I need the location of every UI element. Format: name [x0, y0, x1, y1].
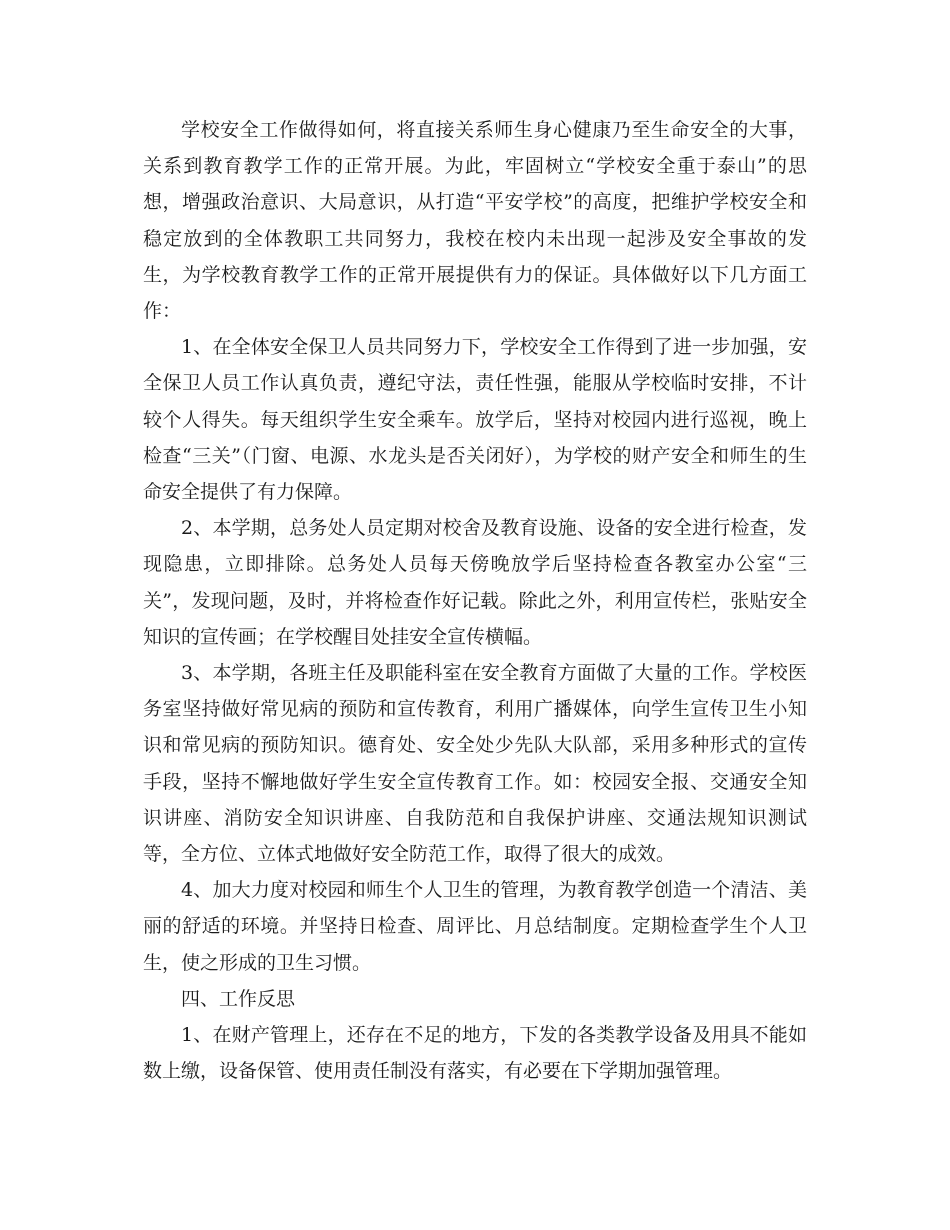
paragraph-item-3: 3、本学期，各班主任及职能科室在安全教育方面做了大量的工作。学校医务室坚持做好常见病的预防和宣传教育，利用广播媒体，向学生宣传卫生小知识和常见病的预防知识。德育处、安全处少先队大队部，采用多种形式的宣传手段，坚持不懈地做好学生安全宣传教育工作。如：校园安全报、交通安全知识讲座、消防安全知识讲座、自我防范和自我保护讲座、交通法规知识测试等，全方位、立体式地做好安全防范工作，取得了很大的成效。	[143, 662, 807, 866]
paragraph-item-2: 2、本学期，总务处人员定期对校舍及教育设施、设备的安全进行检查，发现隐患，立即排除。总务处人员每天傍晚放学后坚持检查各教室办公室“三关”，发现问题，及时，并将检查作好记载。除此之外，利用宣传栏，张贴安全知识的宣传画；在学校醒目处挂安全宣传横幅。	[143, 517, 807, 648]
paragraph-reflection-1: 1、在财产管理上，还存在不足的地方，下发的各类教学设备及用具不能如数上缴，设备保管、使用责任制没有落实，有必要在下学期加强管理。	[143, 1024, 807, 1083]
paragraph-item-1: 1、在全体安全保卫人员共同努力下，学校安全工作得到了进一步加强，安全保卫人员工作认真负责，遵纪守法，责任性强，能服从学校临时安排，不计较个人得失。每天组织学生安全乘车。放学后，坚持对校园内进行巡视，晚上检查“三关”（门窗、电源、水龙头是否关闭好），为学校的财产安全和师生的生命安全提供了有力保障。	[143, 336, 807, 504]
paragraph-intro: 学校安全工作做得如何，将直接关系师生身心健康乃至生命安全的大事，关系到教育教学工作的正常开展。为此，牢固树立“学校安全重于泰山”的思想，增强政治意识、大局意识，从打造“平安学校”的高度，把维护学校安全和稳定放到的全体教职工共同努力，我校在校内未出现一起涉及安全事故的发生，为学校教育教学工作的正常开展提供有力的保证。具体做好以下几方面工作：	[143, 119, 807, 323]
document-body	[143, 112, 807, 1089]
paragraph-item-4: 4、加大力度对校园和师生个人卫生的管理，为教育教学创造一个清洁、美丽的舒适的环境。并坚持日检查、周评比、月总结制度。定期检查学生个人卫生，使之形成的卫生习惯。	[143, 879, 807, 974]
section-heading-reflection: 四、工作反思	[181, 987, 296, 1010]
